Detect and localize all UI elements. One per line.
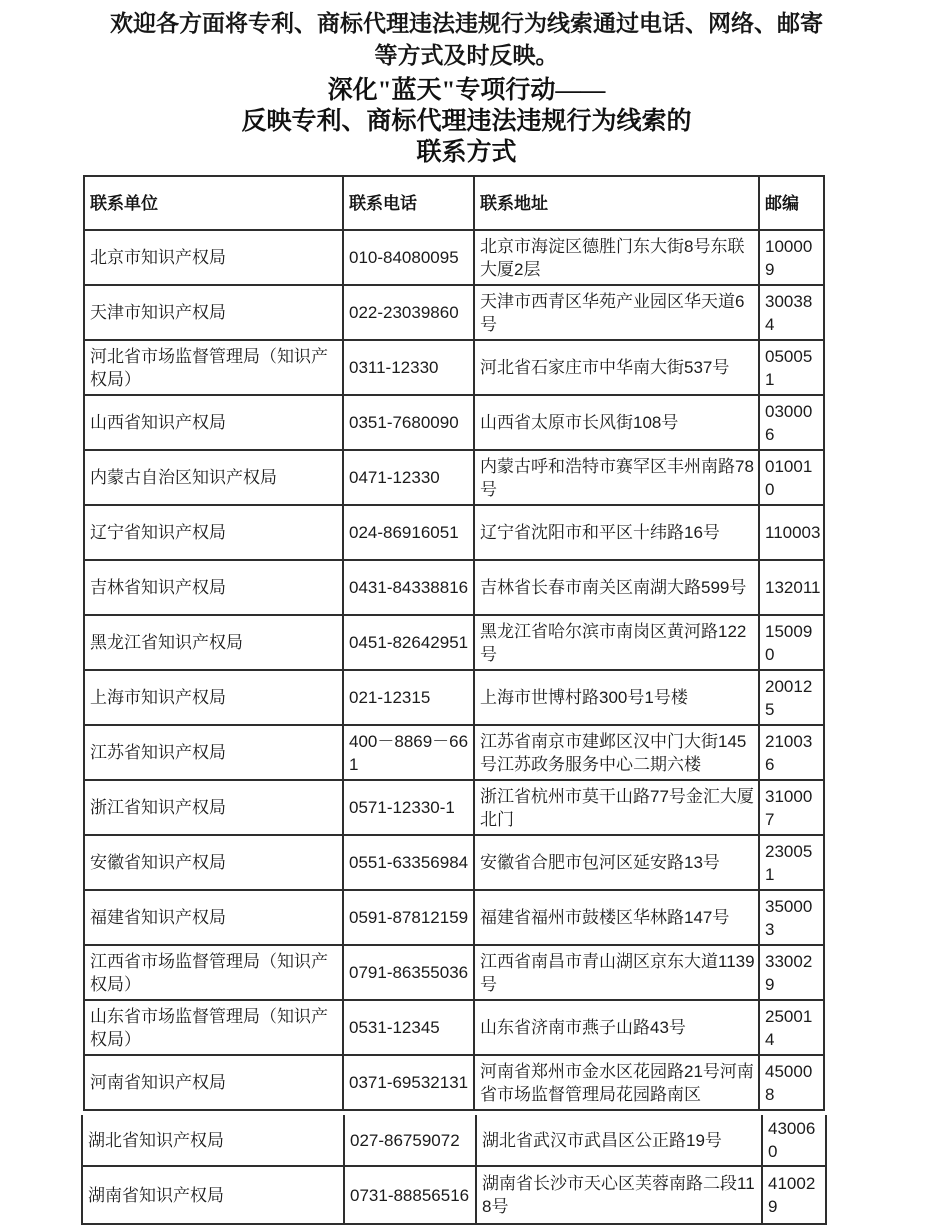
cell-zip: 200125 [759, 670, 824, 725]
cell-phone: 0371-69532131 [343, 1055, 474, 1110]
cell-unit: 内蒙古自治区知识产权局 [84, 450, 343, 505]
cell-unit: 江苏省知识产权局 [84, 725, 343, 780]
cell-address: 福建省福州市鼓楼区华林路147号 [474, 890, 759, 945]
cell-zip: 350003 [759, 890, 824, 945]
cell-address: 湖南省长沙市天心区芙蓉南路二段118号 [476, 1166, 762, 1224]
cell-zip: 050051 [759, 340, 824, 395]
cell-phone: 022-23039860 [343, 285, 474, 340]
cell-address: 吉林省长春市南关区南湖大路599号 [474, 560, 759, 615]
cell-address: 北京市海淀区德胜门东大街8号东联大厦2层 [474, 230, 759, 285]
cell-unit: 湖北省知识产权局 [82, 1115, 344, 1166]
cell-phone: 0471-12330 [343, 450, 474, 505]
cell-unit: 山西省知识产权局 [84, 395, 343, 450]
cell-address: 江西省南昌市青山湖区京东大道1139号 [474, 945, 759, 1000]
table-row [84, 890, 824, 945]
intro-paragraph [0, 0, 933, 72]
cell-address: 山东省济南市燕子山路43号 [474, 1000, 759, 1055]
title-line-1: 深化"蓝天"专项行动—— [327, 77, 606, 104]
cell-unit: 江西省市场监督管理局（知识产权局） [84, 945, 343, 1000]
cell-phone: 0791-86355036 [343, 945, 474, 1000]
cell-zip: 430060 [762, 1115, 826, 1166]
cell-unit: 上海市知识产权局 [84, 670, 343, 725]
table-row [82, 1115, 826, 1166]
cell-phone: 021-12315 [343, 670, 474, 725]
cell-address: 天津市西青区华苑产业园区华天道6号 [474, 285, 759, 340]
table-row [84, 285, 824, 340]
cell-phone: 400－8869－661 [343, 725, 474, 780]
contact-table-continued [81, 1115, 827, 1225]
table-row [84, 615, 824, 670]
cell-unit: 安徽省知识产权局 [84, 835, 343, 890]
table-row [84, 340, 824, 395]
table-row [84, 450, 824, 505]
column-header-3: 邮编 [759, 176, 824, 230]
cell-address: 内蒙古呼和浩特市赛罕区丰州南路78号 [474, 450, 759, 505]
cell-address: 黑龙江省哈尔滨市南岗区黄河路122号 [474, 615, 759, 670]
cell-address: 安徽省合肥市包河区延安路13号 [474, 835, 759, 890]
table-row [84, 560, 824, 615]
cell-zip: 250014 [759, 1000, 824, 1055]
table-row [84, 505, 824, 560]
cell-zip: 230051 [759, 835, 824, 890]
cell-unit: 浙江省知识产权局 [84, 780, 343, 835]
cell-zip: 300384 [759, 285, 824, 340]
cell-zip: 110003 [759, 505, 824, 560]
cell-zip: 310007 [759, 780, 824, 835]
cell-address: 河北省石家庄市中华南大街537号 [474, 340, 759, 395]
cell-unit: 湖南省知识产权局 [82, 1166, 344, 1224]
table-row [84, 1055, 824, 1110]
cell-address: 江苏省南京市建邺区汉中门大街145号江苏政务服务中心二期六楼 [474, 725, 759, 780]
table-row [84, 670, 824, 725]
cell-address: 湖北省武汉市武昌区公正路19号 [476, 1115, 762, 1166]
cell-zip: 330029 [759, 945, 824, 1000]
table-body [84, 230, 824, 1110]
table-row [84, 780, 824, 835]
title-line-2: 反映专利、商标代理违法违规行为线索的 [241, 108, 692, 135]
header-row [84, 176, 824, 230]
table-row [84, 835, 824, 890]
cell-zip: 450008 [759, 1055, 824, 1110]
cell-zip: 410029 [762, 1166, 826, 1224]
cell-zip: 132011 [759, 560, 824, 615]
cell-unit: 天津市知识产权局 [84, 285, 343, 340]
cell-zip: 010010 [759, 450, 824, 505]
table-row [84, 395, 824, 450]
cell-phone: 027-86759072 [344, 1115, 476, 1166]
cell-address: 上海市世博村路300号1号楼 [474, 670, 759, 725]
cell-phone: 0311-12330 [343, 340, 474, 395]
cell-phone: 024-86916051 [343, 505, 474, 560]
cell-zip: 030006 [759, 395, 824, 450]
table-row [84, 1000, 824, 1055]
cell-address: 辽宁省沈阳市和平区十纬路16号 [474, 505, 759, 560]
cell-unit: 北京市知识产权局 [84, 230, 343, 285]
cell-phone: 0351-7680090 [343, 395, 474, 450]
table-row [84, 945, 824, 1000]
cell-zip: 150090 [759, 615, 824, 670]
cell-unit: 辽宁省知识产权局 [84, 505, 343, 560]
cell-phone: 010-84080095 [343, 230, 474, 285]
cell-phone: 0571-12330-1 [343, 780, 474, 835]
cell-address: 河南省郑州市金水区花园路21号河南省市场监督管理局花园路南区 [474, 1055, 759, 1110]
table-row [84, 230, 824, 285]
contact-table [83, 175, 825, 1111]
table-header [84, 176, 824, 230]
table-row [84, 725, 824, 780]
column-header-0: 联系单位 [84, 176, 343, 230]
cell-phone: 0591-87812159 [343, 890, 474, 945]
cell-unit: 河南省知识产权局 [84, 1055, 343, 1110]
column-header-1: 联系电话 [343, 176, 474, 230]
cell-unit: 吉林省知识产权局 [84, 560, 343, 615]
cell-zip: 100009 [759, 230, 824, 285]
document-title [0, 75, 933, 168]
cell-zip: 210036 [759, 725, 824, 780]
intro-line-1: 欢迎各方面将专利、商标代理违法违规行为线索通过电话、网络、邮寄 [110, 11, 823, 36]
title-line-3: 联系方式 [416, 139, 517, 166]
column-header-2: 联系地址 [474, 176, 759, 230]
cell-phone: 0551-63356984 [343, 835, 474, 890]
table-row [82, 1166, 826, 1224]
cell-unit: 山东省市场监督管理局（知识产权局） [84, 1000, 343, 1055]
table-body-continued [82, 1115, 826, 1224]
cell-phone: 0431-84338816 [343, 560, 474, 615]
cell-phone: 0531-12345 [343, 1000, 474, 1055]
cell-unit: 福建省知识产权局 [84, 890, 343, 945]
cell-address: 山西省太原市长风街108号 [474, 395, 759, 450]
cell-phone: 0731-88856516 [344, 1166, 476, 1224]
intro-line-2: 等方式及时反映。 [374, 43, 559, 68]
cell-address: 浙江省杭州市莫干山路77号金汇大厦北门 [474, 780, 759, 835]
cell-phone: 0451-82642951 [343, 615, 474, 670]
cell-unit: 河北省市场监督管理局（知识产权局） [84, 340, 343, 395]
cell-unit: 黑龙江省知识产权局 [84, 615, 343, 670]
